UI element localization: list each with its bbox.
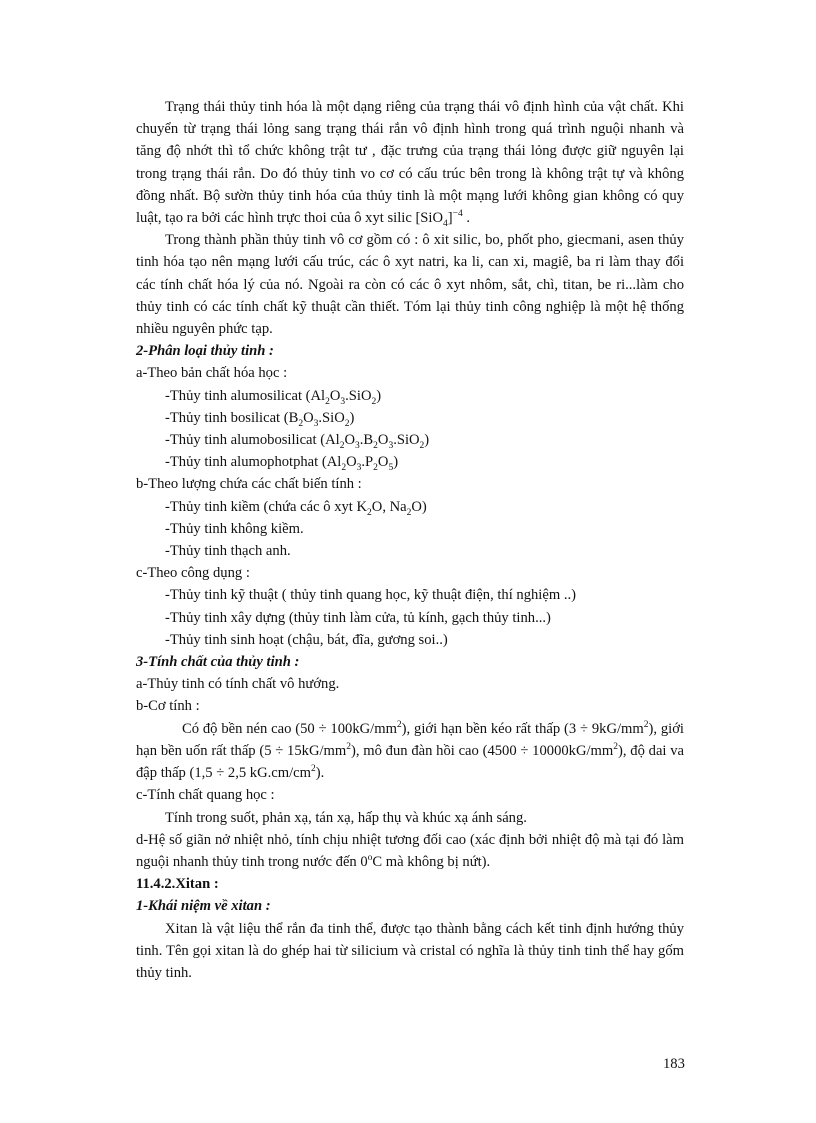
- property-isotropic: a-Thủy tinh có tính chất vô hướng.: [136, 676, 340, 693]
- page-body: [136, 96, 684, 984]
- section-heading-xitan: 11.4.2.Xitan :: [136, 876, 219, 893]
- subheading-usage: c-Theo công dụng :: [136, 565, 250, 582]
- list-item: -Thủy tinh bosilicat $(B_2O_3.SiO_2)$: [165, 409, 355, 429]
- list-item: -Thủy tinh kỹ thuật ( thủy tinh quang học, kỹ thuật điện, thí nghiệm ..): [165, 587, 576, 604]
- list-item: -Thủy tinh alumophotphat $(Al_2O_3.P_2O_5)$: [165, 454, 399, 474]
- paragraph-optical: Tính trong suốt, phản xạ, tán xạ, hấp thụ và khúc xạ ánh sáng.: [165, 809, 527, 826]
- subheading-modifiers: b-Theo lượng chứa các chất biến tính :: [136, 476, 362, 493]
- list-item: -Thủy tinh thạch anh.: [165, 543, 291, 560]
- section-heading-properties: 3-Tính chất của thủy tinh :: [136, 654, 300, 671]
- subsection-heading-xitan-concept: 1-Khái niệm về xitan :: [136, 898, 271, 915]
- page-number: 183: [663, 1056, 685, 1072]
- list-item: -Thủy tinh sinh hoạt (chậu, bát, đĩa, gương soi..): [165, 631, 448, 648]
- list-item: -Thủy tinh alumobosilicat $(Al_2O_3.B_2O_3.SiO_2)$: [165, 432, 430, 451]
- paragraph-composition: Trong thành phần thủy tinh vô cơ gồm có : ô xit silic, bo, phốt pho, giecmani, asen thủy tinh hóa tạo nên mạng lưới cấu trúc, các ô xyt natri, ka li, can xi, magiê, ba ri làm thay đổi các tính chất hóa lý của nó. Ngoài ra còn có các ô xyt nhôm, sắt, chì, titan, be ri...làm cho thủy tinh có các tính chất kỹ thuật cần thiết. Tóm lại thủy tinh công nghiệp là một hệ thống nhiều nguyên phức tạp.: [136, 232, 684, 338]
- list-item: -Thủy tinh alumosilicat $(Al_2O_3.SiO_2)$: [165, 387, 382, 407]
- paragraph-mechanical: Có độ bền nén cao $(50 \div 100kG/mm^2)$, giới hạn bền kéo rất thấp $(3 \div 9kG/mm^2)$, giới hạn bền uốn rất thấp $(5 \div 15kG/mm^2)$, mô đun đàn hồi cao $(4500 \div 10000kG/mm^2)$, độ dai va đập thấp (1,5 ÷ 2,5 $kG.cm/cm^2$).: [136, 719, 685, 782]
- subheading-chemical: a-Theo bản chất hóa học :: [136, 365, 288, 382]
- list-item: -Thủy tinh không kiềm.: [165, 520, 304, 537]
- subheading-optical: c-Tính chất quang học :: [136, 787, 275, 804]
- paragraph-glass-state: Trạng thái thủy tinh hóa là một dạng riêng của trạng thái vô định hình của vật chất. Khi chuyển từ trạng thái lỏng sang trạng thái rắn vô định hình trong quá trình nguội nhanh và tăng độ nhớt thì tổ chức không trật tư , đặc trưng của trạng thái lỏng được giữ nguyên lại trong trạng thái rắn. Do đó thủy tinh vo cơ có cấu trúc bên trong là không trật tự và không đồng nhất. Bộ sườn thủy tinh hóa của thủy tinh là một mạng lưới không gian không có quy luật, tạo ra bởi các hình trực thoi của ô xyt silic $[SiO_4]^{-4}$ .: [136, 99, 684, 229]
- list-item: -Thủy tinh kiềm (chứa các ô xyt $K_2O$, $Na_2O$): [165, 498, 427, 518]
- subheading-mechanical: b-Cơ tính :: [136, 698, 200, 715]
- list-item: -Thủy tinh xây dựng (thủy tinh làm cửa, tủ kính, gạch thủy tinh...): [165, 609, 551, 626]
- paragraph-xitan: Xitan là vật liệu thể rắn đa tinh thể, được tạo thành bằng cách kết tinh định hướng thủy tinh. Tên gọi xitan là do ghép hai từ silicium và cristal có nghĩa là thủy tinh tinh thể hay gốm thủy tinh.: [136, 920, 684, 981]
- paragraph-thermal: d-Hệ số giãn nở nhiệt nhỏ, tính chịu nhiệt tương đối cao (xác định bởi nhiệt độ mà tại đó làm nguội nhanh thủy tinh trong nước đến 0$^o$C mà không bị nứt).: [136, 831, 684, 870]
- section-heading-classification: 2-Phân loại thủy tinh :: [136, 343, 274, 360]
